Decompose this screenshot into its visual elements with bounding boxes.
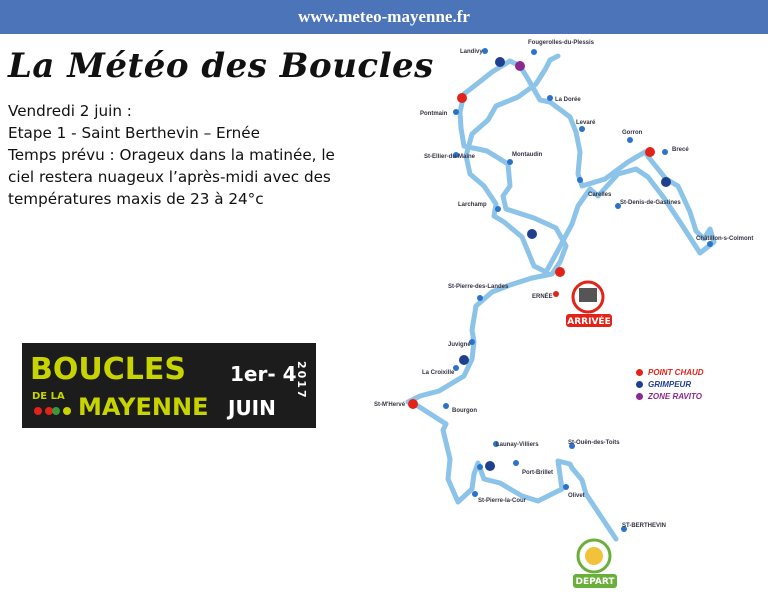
label-carelles: Carelles xyxy=(588,192,612,198)
label-la-doree: La Dorée xyxy=(555,97,581,103)
label-st-ouen: St-Ouën-des-Toits xyxy=(568,440,620,446)
forecast-stage: Etape 1 - Saint Berthevin – Ernée xyxy=(8,124,260,142)
site-url[interactable]: www.meteo-mayenne.fr xyxy=(298,7,470,26)
label-montaudin: Montaudin xyxy=(512,152,543,158)
legend-grimpeur xyxy=(636,378,704,390)
logo-dates: 1er- 4 xyxy=(230,362,297,386)
point-chaud-markers xyxy=(408,93,655,409)
logo-word-dela: DE LA xyxy=(32,391,65,402)
label-st-denis: St-Denis-de-Gastines xyxy=(620,200,681,206)
ernee-marker xyxy=(553,291,559,297)
label-st-pierre-cour: St-Pierre-la-Cour xyxy=(478,498,527,504)
logo-word-mayenne: MAYENNE xyxy=(78,393,209,421)
logo-word-boucles: BOUCLES xyxy=(30,352,186,387)
ravito-icon xyxy=(636,393,643,400)
cyclists-icon xyxy=(34,407,71,415)
arrival-marker xyxy=(566,282,612,327)
route-map xyxy=(360,34,760,598)
legend-point-chaud-label: POINT CHAUD xyxy=(648,367,704,377)
label-pontmain: Pontmain xyxy=(420,111,448,117)
departure-label: DEPART xyxy=(575,577,615,587)
label-olivet: Olivet xyxy=(568,493,585,499)
logo-year: 2017 xyxy=(295,361,308,400)
label-st-mherve: St-M'Hervé xyxy=(374,402,406,408)
event-logo xyxy=(22,343,316,428)
forecast-date: Vendredi 2 juin : xyxy=(8,102,132,120)
site-banner xyxy=(0,0,768,34)
label-la-croixille: La Croixille xyxy=(422,370,455,376)
label-st-ellier: St-Ellier-du-Maine xyxy=(424,154,476,160)
checkered-flag-icon xyxy=(579,288,597,302)
label-fougerolles: Fougerolles-du-Plessis xyxy=(528,40,595,46)
cyclist-avatar-icon xyxy=(585,547,603,565)
arrival-label: ARRIVÉE xyxy=(567,317,611,327)
label-st-berthevin: ST-BERTHEVIN xyxy=(622,523,667,529)
legend-grimpeur-label: GRIMPEUR xyxy=(648,379,692,389)
forecast-line-1: Temps prévu : Orageux dans la matinée, le xyxy=(8,146,335,164)
label-ernee: ERNÉE xyxy=(532,294,553,300)
event-logo-graphic xyxy=(22,343,316,428)
label-levare: Levaré xyxy=(576,120,596,126)
departure-marker xyxy=(573,540,617,588)
label-port-brillet: Port-Brillet xyxy=(522,470,554,476)
logo-month: JUIN xyxy=(228,396,276,420)
forecast-line-3: températures maxis de 23 à 24°c xyxy=(8,190,264,208)
legend-zone-ravito-label: ZONE RAVITO xyxy=(648,391,702,401)
map-legend xyxy=(636,366,704,402)
label-brece: Brecé xyxy=(672,147,689,153)
forecast-text xyxy=(8,100,368,210)
label-larchamp: Larchamp xyxy=(458,202,487,208)
climb-icon xyxy=(636,381,643,388)
ravito-markers xyxy=(515,61,525,71)
label-juvigne: Juvigné xyxy=(448,342,471,348)
page-title: La Météo des Boucles xyxy=(8,46,434,86)
legend-zone-ravito xyxy=(636,390,704,402)
legend-point-chaud xyxy=(636,366,704,378)
label-st-pierre-landes: St-Pierre-des-Landes xyxy=(448,284,509,290)
label-bourgon: Bourgon xyxy=(452,408,477,414)
label-landivy: Landivy xyxy=(460,49,483,55)
fire-icon xyxy=(636,369,643,376)
label-gorron: Gorron xyxy=(622,130,643,136)
label-launay: Launay-Villiers xyxy=(496,442,539,448)
forecast-line-2: ciel restera nuageux l’après-midi avec des xyxy=(8,168,331,186)
route-line xyxy=(408,56,714,539)
label-chatillon: Châtillon-s-Colmont xyxy=(696,236,754,242)
